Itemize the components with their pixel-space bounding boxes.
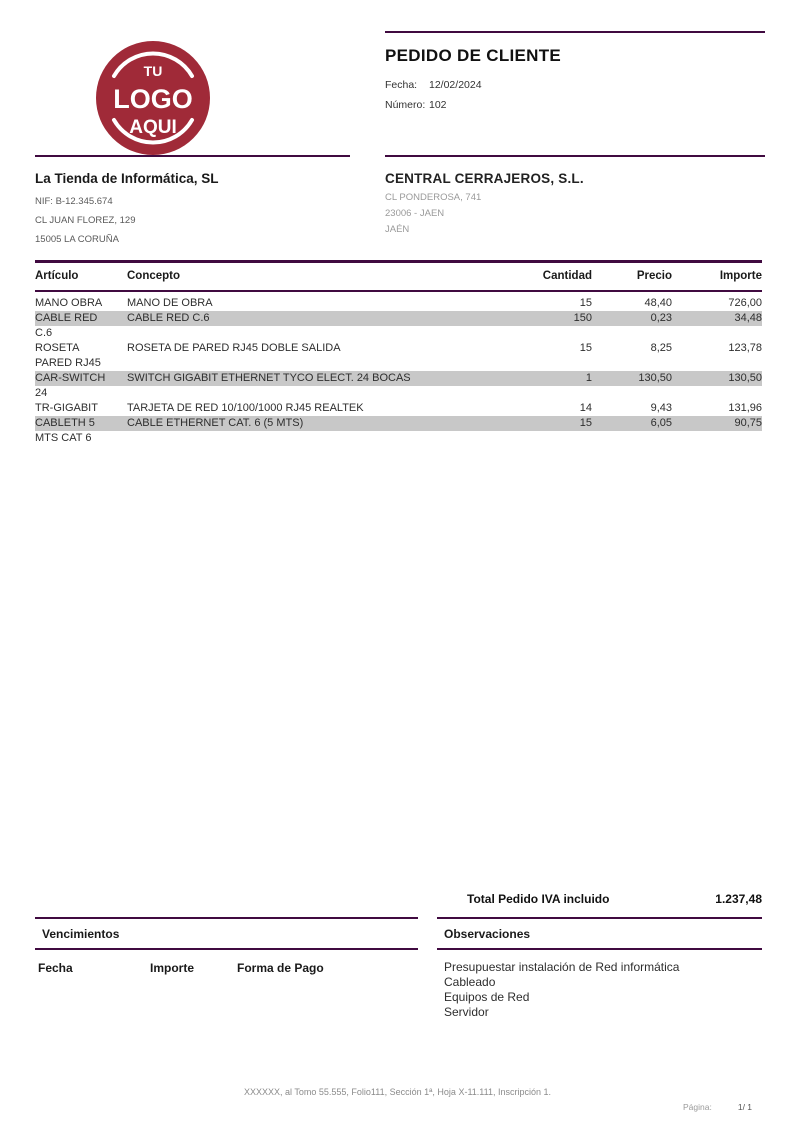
company-logo: [93, 38, 213, 158]
observaciones-text: [444, 960, 762, 1020]
cell-articulo-wrap: MTS CAT 6: [35, 432, 92, 444]
cell-precio: 8,25: [650, 342, 672, 354]
numero-label: Número:: [385, 99, 426, 111]
col-header-cantidad: Cantidad: [542, 270, 592, 282]
fecha-row: [385, 79, 765, 91]
observaciones-panel: [437, 917, 762, 1020]
table-row: [35, 416, 762, 431]
cell-articulo: CABLETH 5: [35, 417, 95, 429]
table-row: [35, 311, 762, 326]
pagina-value: 1/ 1: [737, 1102, 753, 1112]
logo-line3: AQUI: [129, 117, 177, 138]
venc-col-fecha: Fecha: [38, 961, 73, 975]
cell-concepto: CABLE ETHERNET CAT. 6 (5 MTS): [127, 417, 304, 429]
cell-precio: 130,50: [638, 372, 672, 384]
seller-city: 15005 LA CORUÑA: [35, 234, 119, 245]
cell-importe: 123,78: [728, 342, 762, 354]
cell-importe: 130,50: [728, 372, 762, 384]
cell-precio: 9,43: [650, 402, 672, 414]
legal-footer-text: XXXXXX, al Tomo 55.555, Folio111, Sección 1ª, Hoja X-11.111, Inscripción 1.: [243, 1087, 551, 1097]
seller-address: [35, 192, 350, 249]
cell-cantidad: 1: [585, 372, 592, 384]
cell-precio: 6,05: [650, 417, 672, 429]
table-header-border: [35, 290, 762, 292]
pagina-label: Página:: [683, 1102, 712, 1112]
cell-precio: 48,40: [644, 297, 672, 309]
vencimientos-title: Vencimientos: [42, 927, 120, 941]
col-header-precio: Precio: [636, 270, 672, 282]
cell-cantidad: 14: [579, 402, 592, 414]
table-row: [35, 371, 762, 386]
observaciones-line: Servidor: [444, 1005, 489, 1019]
col-header-importe: Importe: [719, 270, 762, 282]
cell-concepto: CABLE RED C.6: [127, 312, 210, 324]
customer-divider: [385, 155, 765, 157]
table-row: [35, 341, 762, 356]
logo-line2: LOGO: [113, 84, 193, 114]
vencimientos-panel: [35, 917, 418, 975]
observaciones-line: Equipos de Red: [444, 990, 530, 1004]
col-header-concepto: Concepto: [127, 270, 181, 282]
table-body: [0, 296, 795, 446]
seller-divider: [35, 155, 350, 157]
table-row: [35, 401, 762, 416]
customer-info: [385, 155, 765, 238]
cell-importe: 131,96: [728, 402, 762, 414]
vencimientos-bottom-border: [35, 948, 418, 950]
order-total: [0, 892, 795, 908]
cell-articulo: CABLE RED: [35, 312, 98, 324]
observaciones-bottom-border: [437, 948, 762, 950]
cell-cantidad: 15: [579, 417, 592, 429]
total-label: Total Pedido IVA incluido: [467, 892, 610, 906]
document-header: [385, 31, 765, 111]
observaciones-line: Cableado: [444, 975, 496, 989]
cell-articulo: TR-GIGABIT: [35, 402, 98, 414]
venc-col-importe: Importe: [150, 961, 195, 975]
cell-articulo: CAR-SWITCH: [35, 372, 106, 384]
seller-info: [35, 155, 350, 249]
cell-concepto: ROSETA DE PARED RJ45 DOBLE SALIDA: [127, 342, 341, 354]
cell-cantidad: 15: [579, 297, 592, 309]
page-title: PEDIDO DE CLIENTE: [385, 46, 562, 65]
header-divider: [385, 31, 765, 33]
numero-row: [385, 99, 765, 111]
table-row: [35, 296, 762, 311]
cell-cantidad: 15: [579, 342, 592, 354]
numero-value: 102: [429, 99, 447, 111]
observaciones-line: Presupuestar instalación de Red informática: [444, 960, 680, 974]
customer-address: [385, 190, 765, 238]
cell-importe: 34,48: [734, 312, 762, 324]
col-header-articulo: Artículo: [35, 270, 79, 282]
customer-name: CENTRAL CERRAJEROS, S.L.: [385, 171, 584, 186]
page-indicator: [683, 1102, 752, 1112]
vencimientos-header-row: [35, 961, 418, 975]
cell-articulo-wrap: PARED RJ45: [35, 357, 101, 369]
cell-articulo-wrap: C.6: [35, 327, 53, 339]
cell-importe: 726,00: [728, 297, 762, 309]
venc-col-forma-pago: Forma de Pago: [237, 961, 324, 975]
cell-precio: 0,23: [650, 312, 672, 324]
logo-placeholder-icon: [93, 38, 213, 158]
observaciones-title: Observaciones: [444, 927, 531, 941]
cell-articulo: MANO OBRA: [35, 297, 103, 309]
cell-concepto: MANO DE OBRA: [127, 297, 213, 309]
customer-zip-city: 23006 - JAEN: [385, 208, 445, 219]
cell-concepto: SWITCH GIGABIT ETHERNET TYCO ELECT. 24 BOCAS: [127, 372, 411, 384]
cell-cantidad: 150: [573, 312, 592, 324]
customer-street: CL PONDEROSA, 741: [385, 192, 482, 203]
table-header-row: [35, 263, 762, 290]
seller-name: La Tienda de Informática, SL: [35, 171, 219, 186]
seller-nif: NIF: B-12.345.674: [35, 196, 113, 207]
fecha-label: Fecha:: [385, 79, 418, 91]
items-table: [0, 260, 795, 446]
cell-articulo: ROSETA: [35, 342, 80, 354]
logo-line1: TU: [143, 63, 163, 79]
cell-articulo-wrap: 24: [35, 387, 48, 399]
fecha-value: 12/02/2024: [429, 79, 482, 91]
customer-province: JAÉN: [385, 224, 410, 235]
seller-street: CL JUAN FLOREZ, 129: [35, 215, 136, 226]
cell-concepto: TARJETA DE RED 10/100/1000 RJ45 REALTEK: [127, 402, 364, 414]
cell-importe: 90,75: [734, 417, 762, 429]
total-value: 1.237,48: [715, 892, 762, 906]
